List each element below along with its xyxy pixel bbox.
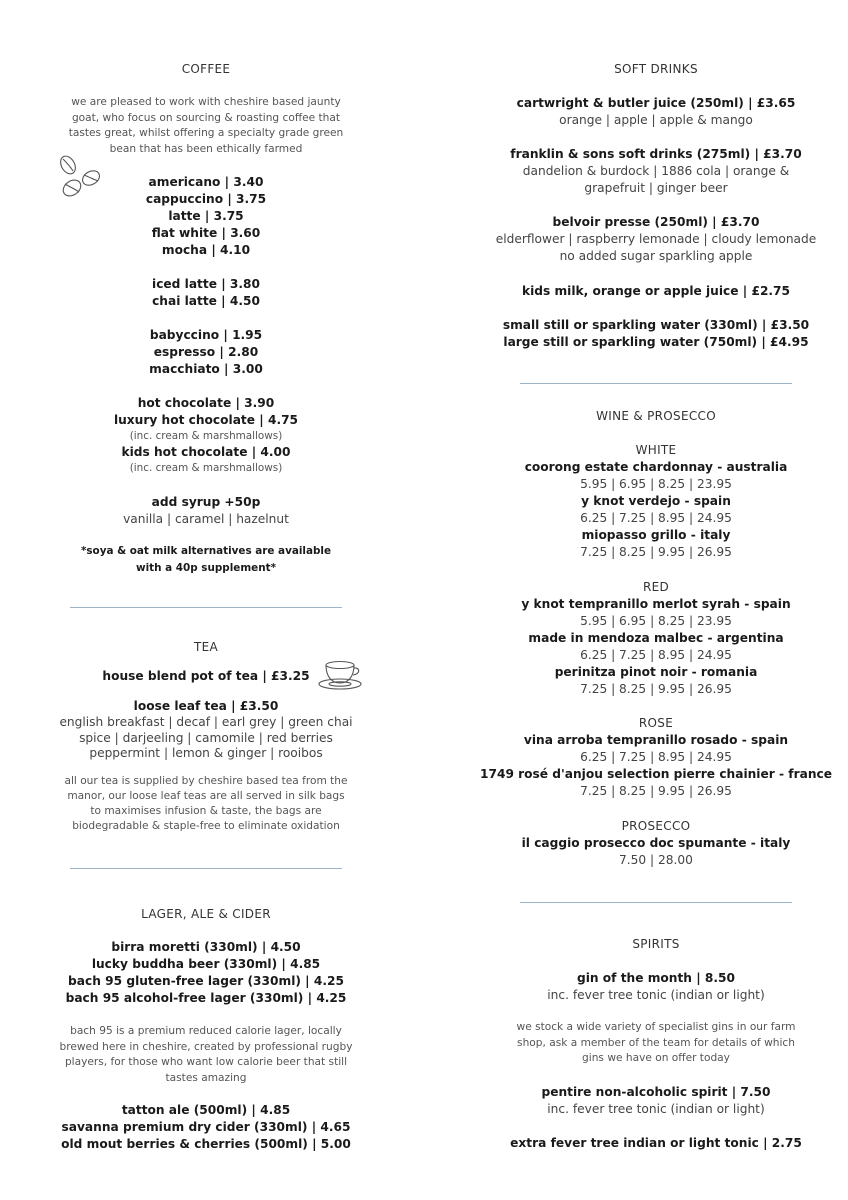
- spirits-title: SPIRITS: [632, 937, 680, 951]
- wine-name: miopasso grillo - italy: [581, 528, 731, 542]
- tea-note: [50, 774, 362, 834]
- wine-name: vina arroba tempranillo rosado - spain: [523, 733, 789, 747]
- wine-prices: 5.95 | 6.95 | 8.25 | 23.95: [580, 477, 732, 491]
- menu-item: flat white | 3.60: [151, 226, 261, 240]
- menu-item: espresso | 2.80: [153, 345, 259, 359]
- flavours: orange | apple | apple & mango: [559, 113, 753, 127]
- divider: [70, 607, 342, 608]
- menu-item: large still or sparkling water (750ml) | £4.95: [503, 335, 809, 349]
- note-line: tastes amazing: [165, 1071, 247, 1084]
- menu-item-note: (inc. cream & marshmallows): [129, 430, 283, 442]
- menu-item: belvoir presse (250ml) | £3.70: [552, 215, 760, 229]
- wine-category-label: WHITE: [635, 443, 677, 457]
- wine-name: y knot tempranillo merlot syrah - spain: [521, 597, 791, 611]
- milk-note: [50, 543, 362, 577]
- wine-prices: 7.50 | 28.00: [619, 853, 693, 867]
- water-group: [480, 317, 832, 351]
- wine-name: perinitza pinot noir - romania: [554, 665, 758, 679]
- menu-item: iced latte | 3.80: [152, 277, 260, 291]
- note-line: we stock a wide variety of specialist gins in our farm: [516, 1021, 796, 1033]
- belvoir-group: [480, 214, 832, 265]
- menu-item: lucky buddha beer (330ml) | 4.85: [91, 957, 321, 971]
- coffee-intro-line: goat, who focus on sourcing & roasting coffee that: [71, 111, 341, 124]
- menu-item: franklin & sons soft drinks (275ml) | £3.70: [510, 147, 802, 161]
- tea-varieties-line: peppermint | lemon & ginger | rooibos: [89, 746, 323, 760]
- menu-item: americano | 3.40: [148, 175, 264, 189]
- loose-leaf-group: [50, 698, 362, 762]
- menu-item: macchiato | 3.00: [149, 362, 263, 376]
- right-column: [480, 0, 832, 1200]
- note-line: *soya & oat milk alternatives are available: [80, 545, 332, 557]
- syrup-group: [50, 494, 362, 528]
- coffee-intro: [50, 95, 362, 157]
- menu-item: hot chocolate | 3.90: [137, 396, 275, 410]
- tonic-item: extra fever tree indian or light tonic | 2.75: [510, 1136, 802, 1150]
- note-line: gins we have on offer today: [582, 1052, 730, 1064]
- wine-prices: 7.25 | 8.25 | 9.95 | 26.95: [580, 682, 732, 696]
- kids-drinks-item: kids milk, orange or apple juice | £2.75: [521, 284, 791, 298]
- red-wine-group: [480, 580, 832, 698]
- tea-varieties-line: spice | darjeeling | camomile | red berries: [79, 730, 333, 745]
- divider: [520, 902, 792, 903]
- divider: [520, 383, 792, 384]
- wine-category-label: ROSE: [638, 716, 674, 730]
- soft-drinks-title: SOFT DRINKS: [614, 62, 698, 76]
- gin-stock-note: [480, 1020, 832, 1067]
- wine-name: made in mendoza malbec - argentina: [528, 631, 784, 645]
- wine-name: coorong estate chardonnay - australia: [524, 460, 788, 474]
- menu-item: old mout berries & cherries (500ml) | 5.00: [61, 1137, 351, 1151]
- menu-item: chai latte | 4.50: [152, 294, 260, 308]
- wine-prices: 6.25 | 7.25 | 8.95 | 24.95: [580, 750, 732, 764]
- prosecco-group: [480, 819, 832, 869]
- franklin-group: [480, 146, 832, 197]
- menu-item: birra moretti (330ml) | 4.50: [111, 940, 301, 954]
- wine-name: il caggio prosecco doc spumante - italy: [521, 836, 791, 850]
- note-line: to maximises infusion & taste, the bags are: [90, 805, 322, 817]
- syrup-flavours: vanilla | caramel | hazelnut: [123, 512, 289, 526]
- note-line: biodegradable & staple-free to eliminate oxidation: [72, 820, 340, 832]
- coffee-intro-line: tastes great, whilst offering a specialty grade green: [68, 127, 344, 139]
- menu-item: tatton ale (500ml) | 4.85: [121, 1103, 291, 1117]
- hot-chocolate-group: [50, 395, 362, 475]
- house-blend-item: house blend pot of tea | £3.25: [102, 669, 310, 683]
- menu-item: small still or sparkling water (330ml) | £3.50: [502, 318, 810, 332]
- coffee-group-2: [50, 276, 362, 310]
- wine-title: WINE & PROSECCO: [596, 409, 716, 423]
- note-line: brewed here in cheshire, created by professional rugby: [59, 1040, 353, 1053]
- menu-item: loose leaf tea | £3.50: [133, 699, 279, 713]
- coffee-intro-line: we are pleased to work with cheshire based jaunty: [71, 96, 341, 108]
- coffee-title: COFFEE: [181, 62, 231, 76]
- menu-item: mocha | 4.10: [161, 243, 251, 257]
- teacup-icon: [318, 659, 366, 693]
- wine-name: y knot verdejo - spain: [581, 494, 731, 508]
- menu-item: bach 95 gluten-free lager (330ml) | 4.25: [68, 974, 344, 988]
- menu-item: cappuccino | 3.75: [145, 192, 267, 206]
- tea-title: TEA: [193, 640, 219, 654]
- cartwright-group: [480, 95, 832, 129]
- note-line: players, for those who want low calorie beer that still: [64, 1056, 348, 1068]
- rose-wine-group: [480, 716, 832, 800]
- coffee-intro-line: bean that has been ethically farmed: [109, 142, 303, 155]
- menu-item-note: (inc. cream & marshmallows): [129, 462, 283, 474]
- note-line: with a 40p supplement*: [135, 562, 277, 574]
- wine-prices: 5.95 | 6.95 | 8.25 | 23.95: [580, 614, 732, 628]
- menu-item: babyccino | 1.95: [149, 328, 263, 342]
- menu-item: savanna premium dry cider (330ml) | 4.65: [61, 1120, 351, 1134]
- pentire-group: [480, 1084, 832, 1118]
- flavours: elderflower | raspberry lemonade | cloudy lemonade: [495, 232, 817, 246]
- divider: [70, 868, 342, 869]
- flavours: dandelion & burdock | 1886 cola | orange &: [522, 164, 790, 178]
- menu-item-note: inc. fever tree tonic (indian or light): [547, 1102, 765, 1116]
- menu-item: add syrup +50p: [151, 495, 261, 509]
- menu-item: pentire non-alcoholic spirit | 7.50: [541, 1085, 771, 1099]
- coffee-beans-icon: [50, 152, 130, 200]
- menu-item: luxury hot chocolate | 4.75: [113, 413, 299, 427]
- note-line: manor, our loose leaf teas are all served in silk bags: [67, 790, 345, 802]
- menu-item: gin of the month | 8.50: [576, 971, 735, 985]
- wine-prices: 7.25 | 8.25 | 9.95 | 26.95: [580, 784, 732, 798]
- wine-prices: 6.25 | 7.25 | 8.95 | 24.95: [580, 648, 732, 662]
- wine-prices: 7.25 | 8.25 | 9.95 | 26.95: [580, 545, 732, 559]
- white-wine-group: [480, 443, 832, 561]
- flavours: no added sugar sparkling apple: [559, 249, 753, 263]
- lager-items: [50, 939, 362, 1007]
- coffee-group-3: [50, 327, 362, 378]
- wine-category-label: PROSECCO: [621, 819, 691, 833]
- lager-note: [50, 1024, 362, 1086]
- tea-varieties-line: english breakfast | decaf | earl grey | green chai: [59, 715, 353, 729]
- menu-item-note: inc. fever tree tonic (indian or light): [547, 988, 765, 1002]
- gin-group: [480, 970, 832, 1004]
- menu-item: bach 95 alcohol-free lager (330ml) | 4.25: [65, 991, 347, 1005]
- wine-name: 1749 rosé d'anjou selection pierre chainier - france: [480, 767, 832, 781]
- wine-category-label: RED: [642, 580, 670, 594]
- wine-prices: 6.25 | 7.25 | 8.95 | 24.95: [580, 511, 732, 525]
- note-line: all our tea is supplied by cheshire based tea from the: [64, 775, 348, 787]
- note-line: shop, ask a member of the team for details of which: [517, 1036, 795, 1049]
- menu-item: kids hot chocolate | 4.00: [121, 445, 291, 459]
- menu-item: latte | 3.75: [168, 209, 244, 223]
- note-line: bach 95 is a premium reduced calorie lager, locally: [70, 1025, 342, 1037]
- menu-item: cartwright & butler juice (250ml) | £3.65: [516, 96, 796, 110]
- lager-items-2: [50, 1102, 362, 1153]
- lager-title: LAGER, ALE & CIDER: [141, 907, 271, 921]
- flavours: grapefruit | ginger beer: [584, 181, 728, 195]
